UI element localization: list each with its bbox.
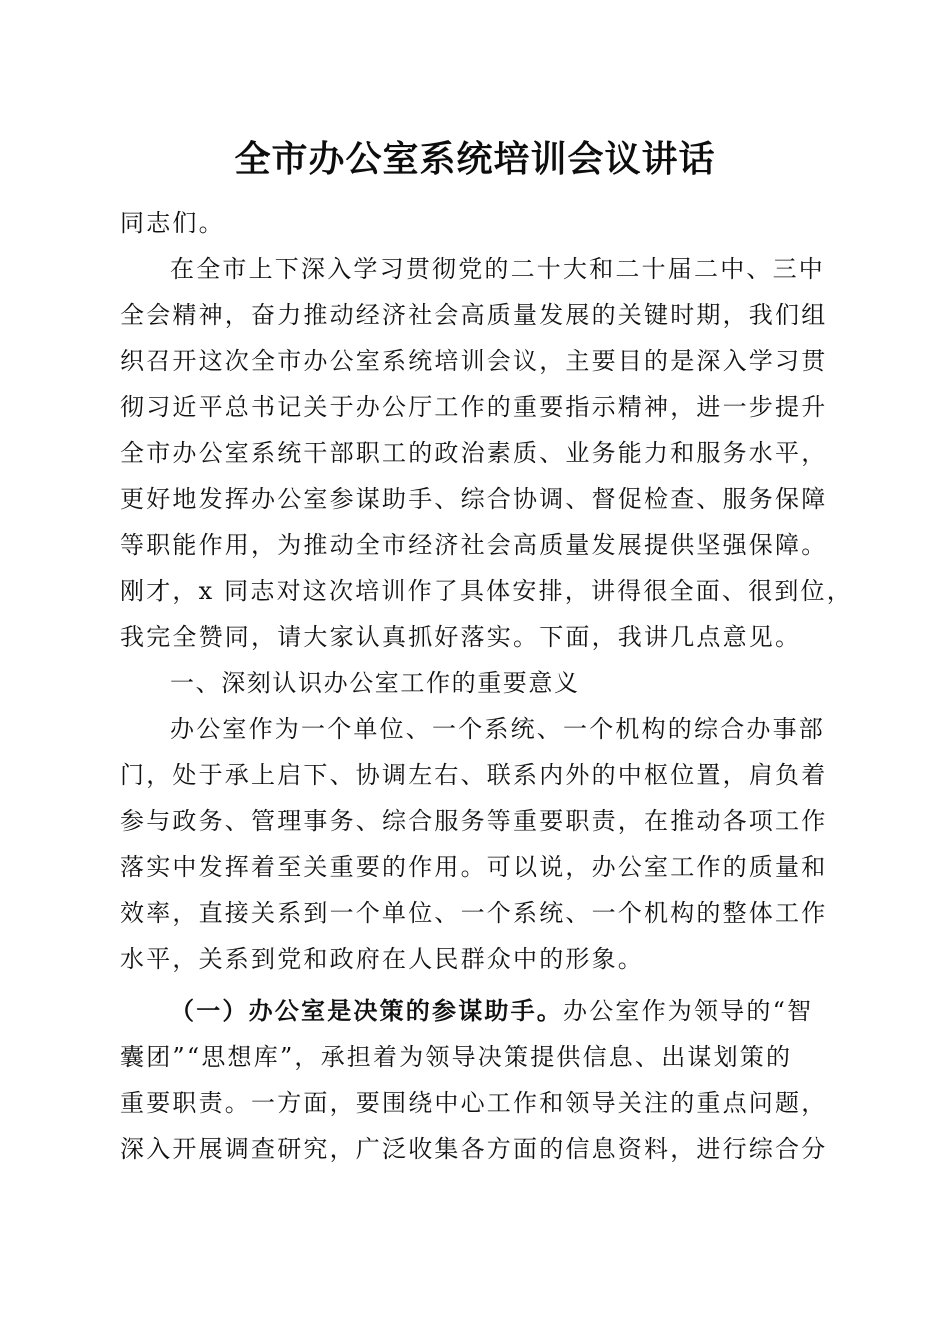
section-heading: 一、深刻认识办公室工作的重要意义 [170,669,580,697]
paragraph-line: 在全市上下深入学习贯彻党的二十大和二十届二中、三中 [170,255,825,283]
paragraph-line: 深入开展调查研究，广泛收集各方面的信息资料，进行综合分 [120,1135,828,1163]
paragraph-line: 效率，直接关系到一个单位、一个系统、一个机构的整体工作 [120,899,828,927]
paragraph-line: 刚才，x 同志对这次培训作了具体安排，讲得很全面、很到位， [120,577,853,605]
subsection1-paragraph [120,988,832,1172]
salutation: 同志们。 [120,209,225,237]
paragraph-line: 参与政务、管理事务、综合服务等重要职责，在推动各项工作 [120,807,828,835]
paragraph-line: 门，处于承上启下、协调左右、联系内外的中枢位置，肩负着 [120,761,828,789]
paragraph-line [120,988,832,1034]
paragraph-line: 我完全赞同，请大家认真抓好落实。下面，我讲几点意见。 [120,623,802,651]
paragraph-line: 囊团”“思想库”，承担着为领导决策提供信息、出谋划策的 [120,1043,793,1071]
paragraph-line: 等职能作用，为推动全市经济社会高质量发展提供坚强保障。 [120,531,828,559]
paragraph-line: 水平，关系到党和政府在人民群众中的形象。 [120,945,644,973]
intro-paragraph [120,246,853,660]
paragraph-line: 办公室作为一个单位、一个系统、一个机构的综合办事部 [170,715,825,743]
section1-paragraph [120,706,832,982]
paragraph-line: 重要职责。一方面，要围绕中心工作和领导关注的重点问题， [120,1089,828,1117]
paragraph-line: 落实中发挥着至关重要的作用。可以说，办公室工作的质量和 [120,853,828,881]
paragraph-line: 全市办公室系统干部职工的政治素质、业务能力和服务水平， [120,439,828,467]
paragraph-line: 彻习近平总书记关于办公厅工作的重要指示精神，进一步提升 [120,393,828,421]
paragraph-line: 织召开这次全市办公室系统培训会议，主要目的是深入学习贯 [120,347,828,375]
subsection-text: 办公室作为领导的“智 [563,997,814,1025]
paragraph-line: 全会精神，奋力推动经济社会高质量发展的关键时期，我们组 [120,301,828,329]
subsection-heading: （一）办公室是决策的参谋助手。 [170,996,563,1025]
document-title: 全市办公室系统培训会议讲话 [234,139,716,180]
document-body [120,200,853,1172]
paragraph-line: 更好地发挥办公室参谋助手、综合协调、督促检查、服务保障 [120,485,828,513]
